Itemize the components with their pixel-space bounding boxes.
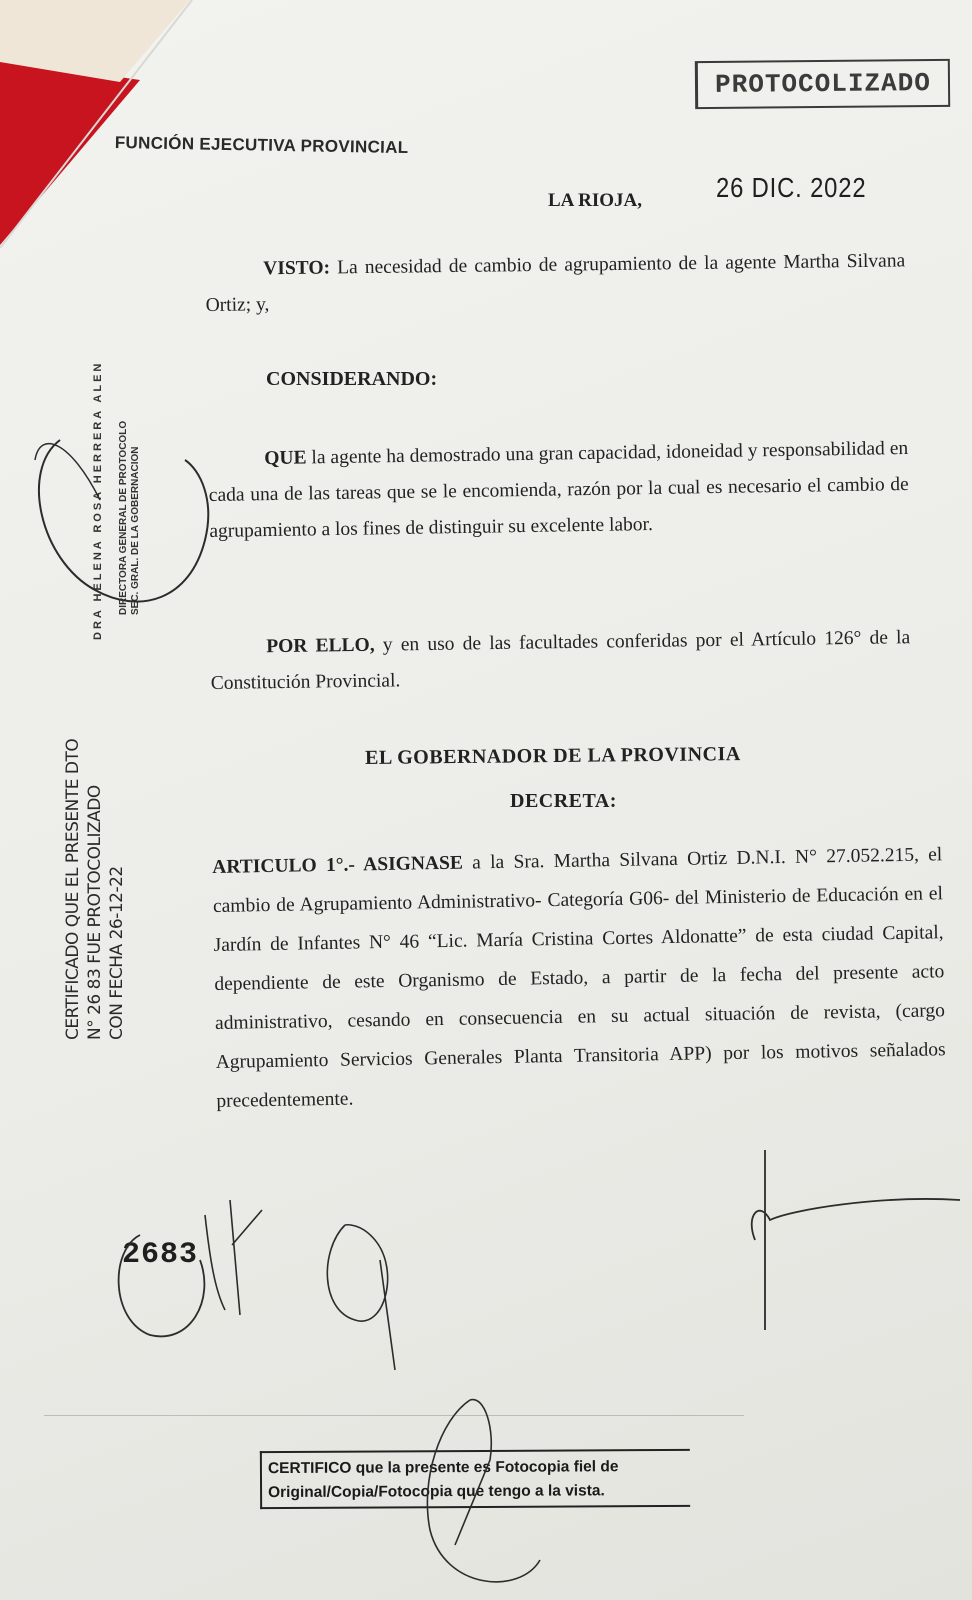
por-ello-text: y en uso de las facultades conferidas por el Artículo 126° de la Constitución Provincial. <box>210 627 911 694</box>
official-name-stamp: DRA HELENA ROSA HERRERA ALEN <box>92 360 104 640</box>
cert-stamp-line-1: CERTIFICADO QUE EL PRESENTE DTO <box>63 738 83 1040</box>
visto-text: La necesidad de cambio de agrupamiento de la agente Martha Silvana Ortiz; y, <box>205 250 906 316</box>
certification-signature <box>427 1400 540 1582</box>
initials-signature-1 <box>205 1200 262 1315</box>
articulo-label: ARTICULO 1°.- ASIGNASE <box>212 852 464 878</box>
protocolizado-stamp: PROTOCOLIZADO <box>695 59 950 109</box>
authority-heading: EL GOBERNADOR DE LA PROVINCIA <box>365 743 741 769</box>
place-label: LA RIOJA, <box>548 190 642 211</box>
official-stamp-signature-loop <box>35 444 100 500</box>
certification-line-2: Original/Copia/Fotocopia que tengo a la vista. <box>268 1482 605 1502</box>
considerando-heading: CONSIDERANDO: <box>266 368 438 390</box>
date-stamp: 26 DIC. 2022 <box>716 172 867 203</box>
visto-label: VISTO: <box>263 257 331 280</box>
certification-line-1: CERTIFICO que la presente es Fotocopia fiel de <box>267 1458 619 1478</box>
initials-signature-2 <box>327 1225 395 1370</box>
issuer-title: FUNCIÓN EJECUTIVA PROVINCIAL <box>114 133 409 158</box>
que-text: la agente ha demostrado una gran capacidad, idoneidad y responsabilidad en cada una de las tareas que se le encomienda, razón por la cual es necesario el cambio de agrupamiento a los fines de distinguir su excelente labor. <box>208 438 909 542</box>
cert-stamp-line-3: CON FECHA 26-12-22 <box>107 866 127 1040</box>
decreta-heading: DECRETA: <box>510 790 617 812</box>
que-label: QUE <box>264 447 307 470</box>
decree-number: 2683 <box>122 1238 199 1272</box>
official-stamp-signature <box>39 440 208 602</box>
official-title-line-2: SEC. GRAL. DE LA GOBERNACION <box>130 446 141 615</box>
governor-signature <box>752 1150 960 1330</box>
decree-number-circle <box>119 1235 205 1336</box>
official-title-line-1: DIRECTORA GENERAL DE PROTOCOLO <box>118 420 129 615</box>
cert-stamp-line-2: N° 26 83 FUE PROTOCOLIZADO <box>85 785 105 1040</box>
por-ello-label: POR ELLO, <box>266 634 375 658</box>
articulo-text: a la Sra. Martha Silvana Ortiz D.N.I. N° 27.052.215, el cambio de Agrupamiento Administrativo- Categoría G06- del Ministerio de Educación en el Jardín de Infantes N° 46 “Lic. María Cristina Cortes Aldonatte” de esta ciudad Capital, dependiente de este Organismo de Estado, a partir de la fecha del presente acto administrativo, cesando en consecuencia en su actual situación de revista, (cargo Agrupamiento Servicios Generales Planta Transitoria APP) por los motivos señalados precedentemente. <box>212 844 946 1112</box>
